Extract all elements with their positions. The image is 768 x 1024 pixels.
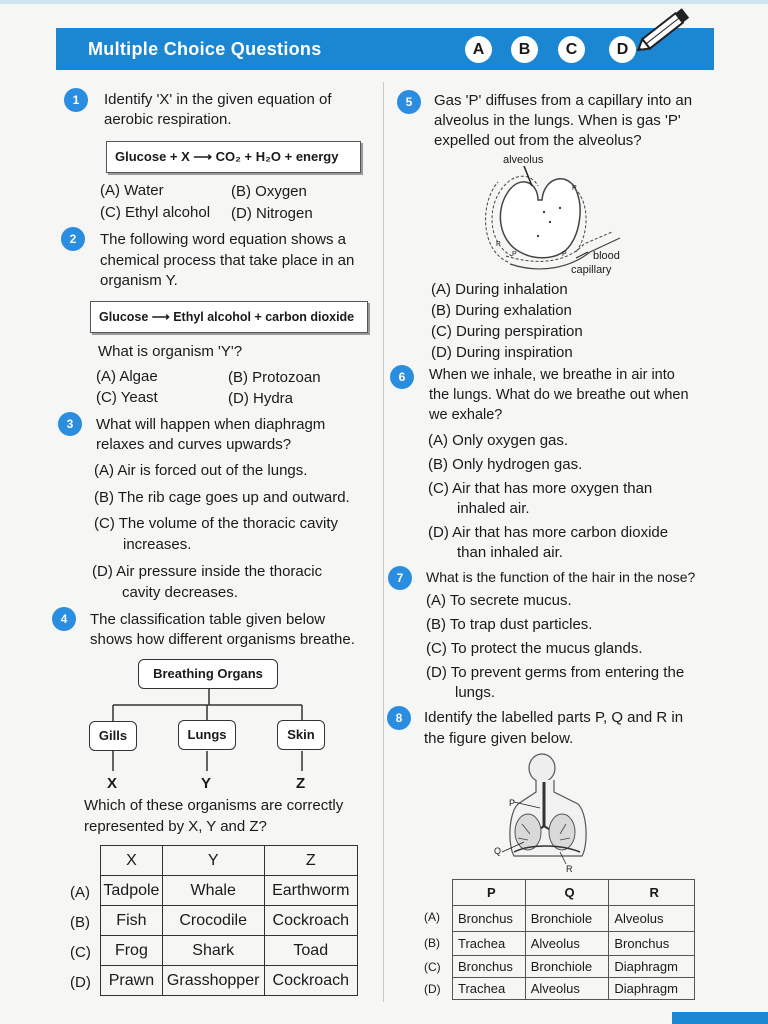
q4-header-y: Y — [162, 846, 264, 876]
q7-option-c: (C) To protect the mucus glands. — [426, 640, 643, 657]
q6-option-c-line-2: inhaled air. — [457, 500, 530, 517]
capillary-label: capillary — [571, 264, 612, 276]
question-number-1: 1 — [64, 88, 88, 112]
q8-cell-c-p: Bronchus — [453, 956, 526, 978]
q8-header-r: R — [609, 880, 695, 906]
q1-option-b: (B) Oxygen — [231, 183, 307, 200]
q8-row-label-b: (B) — [424, 936, 440, 950]
q5-option-a: (A) During inhalation — [431, 281, 568, 298]
question-8-line-2: the figure given below. — [424, 730, 574, 747]
option-d-badge: D — [609, 36, 636, 63]
q8-cell-a-p: Bronchus — [453, 906, 526, 932]
q4-cell-b-x: Fish — [101, 906, 163, 936]
q8-header-q: Q — [525, 880, 609, 906]
q7-option-a: (A) To secrete mucus. — [426, 592, 572, 609]
question-5-line-1: Gas 'P' diffuses from a capillary into an — [434, 92, 693, 109]
question-3-line-1: What will happen when diaphragm — [96, 416, 326, 433]
question-4-prompt-line-1: Which of these organisms are correctly — [84, 797, 344, 814]
q4-header-x: X — [101, 846, 163, 876]
table-row — [453, 978, 695, 1000]
q6-option-d-line-2: than inhaled air. — [457, 544, 563, 561]
figure-label-p: P — [509, 798, 516, 808]
q1-option-a: (A) Water — [100, 182, 164, 199]
q8-cell-b-p: Trachea — [453, 932, 526, 956]
question-2-line-1: The following word equation shows a — [100, 231, 346, 248]
figure-label-r: R — [566, 864, 573, 874]
table-row — [453, 956, 695, 978]
question-6-line-3: we exhale? — [429, 407, 503, 423]
footer-bar — [672, 1012, 768, 1024]
q7-option-d-line-2: lungs. — [455, 684, 496, 701]
q4-row-label-b: (B) — [70, 914, 90, 931]
q4-cell-b-z: Cockroach — [264, 906, 357, 936]
gas-p-label-4: P — [562, 251, 567, 258]
question-number-2: 2 — [61, 227, 85, 251]
question-6-line-1: When we inhale, we breathe in air into — [429, 367, 675, 383]
equation-box-2: Glucose ⟶ Ethyl alcohol + carbon dioxide — [90, 301, 368, 333]
q2-option-c: (C) Yeast — [96, 389, 158, 406]
q8-cell-a-q: Bronchiole — [525, 906, 609, 932]
q4-cell-d-y: Grasshopper — [162, 966, 264, 996]
question-number-6: 6 — [390, 365, 414, 389]
q7-option-b: (B) To trap dust particles. — [426, 616, 593, 633]
question-number-7: 7 — [388, 566, 412, 590]
option-a-badge: A — [465, 36, 492, 63]
q4-answer-table — [100, 845, 358, 996]
question-number-5: 5 — [397, 90, 421, 114]
q4-cell-d-z: Cockroach — [264, 966, 357, 996]
q4-cell-d-x: Prawn — [101, 966, 163, 996]
table-row — [453, 932, 695, 956]
q3-option-c-line-2: increases. — [123, 536, 192, 553]
q6-option-b: (B) Only hydrogen gas. — [428, 456, 583, 473]
table-row — [101, 966, 358, 996]
table-row — [453, 906, 695, 932]
q3-option-d-line-2: cavity decreases. — [122, 584, 238, 601]
table-row — [101, 906, 358, 936]
question-1-line-1: Identify 'X' in the given equation of — [104, 91, 332, 108]
option-b-badge: B — [511, 36, 538, 63]
question-2-line-3: organism Y. — [100, 272, 178, 289]
table-row — [101, 876, 358, 906]
q8-cell-d-q: Alveolus — [525, 978, 609, 1000]
q3-option-a: (A) Air is forced out of the lungs. — [94, 462, 308, 479]
q4-cell-b-y: Crocodile — [162, 906, 264, 936]
figure-label-q: Q — [494, 846, 502, 856]
pencil-icon — [632, 2, 702, 58]
question-number-3: 3 — [58, 412, 82, 436]
q3-option-b: (B) The rib cage goes up and outward. — [94, 489, 350, 506]
q5-option-d: (D) During inspiration — [431, 344, 573, 361]
tree-node-skin: Skin — [277, 720, 325, 750]
q3-option-c-line-1: (C) The volume of the thoracic cavity — [94, 515, 338, 532]
question-2-line-2: chemical process that take place in an — [100, 252, 355, 269]
question-number-8: 8 — [387, 706, 411, 730]
gas-p-label-2: P — [512, 251, 517, 258]
q5-option-c: (C) During perspiration — [431, 323, 583, 340]
q8-cell-c-r: Diaphragm — [609, 956, 695, 978]
q1-option-c: (C) Ethyl alcohol — [100, 204, 211, 221]
q2-option-a: (A) Algae — [96, 368, 158, 385]
q4-row-label-d: (D) — [70, 974, 91, 991]
q8-row-label-c: (C) — [424, 960, 441, 974]
q4-cell-a-x: Tadpole — [101, 876, 163, 906]
q8-answer-table — [452, 879, 695, 1000]
question-2-prompt: What is organism 'Y'? — [98, 343, 243, 360]
table-row — [101, 936, 358, 966]
question-6-line-2: the lungs. What do we breathe out when — [429, 387, 689, 403]
question-3-line-2: relaxes and curves upwards? — [96, 436, 292, 453]
section-title: Multiple Choice Questions — [88, 39, 322, 59]
q6-option-c-line-1: (C) Air that has more oxygen than — [428, 480, 653, 497]
tree-node-lungs: Lungs — [178, 720, 236, 750]
question-4-prompt-line-2: represented by X, Y and Z? — [84, 818, 267, 835]
q8-row-label-a: (A) — [424, 910, 440, 924]
q2-option-b: (B) Protozoan — [228, 369, 321, 386]
q6-option-a: (A) Only oxygen gas. — [428, 432, 569, 449]
tree-label-z: Z — [296, 775, 306, 792]
q4-cell-c-y: Shark — [162, 936, 264, 966]
q8-cell-b-q: Alveolus — [525, 932, 609, 956]
q2-option-d: (D) Hydra — [228, 390, 294, 407]
q1-option-d: (D) Nitrogen — [231, 205, 313, 222]
question-4-line-2: shows how different organisms breathe. — [90, 631, 355, 648]
question-1-line-2: aerobic respiration. — [104, 111, 232, 128]
alveolus-label: alveolus — [503, 154, 544, 166]
question-7-line-1: What is the function of the hair in the nose? — [426, 569, 696, 585]
q4-cell-a-z: Earthworm — [264, 876, 357, 906]
q6-option-d-line-1: (D) Air that has more carbon dioxide — [428, 524, 669, 541]
section-header — [56, 28, 714, 70]
q8-table-header-row — [453, 880, 695, 906]
gas-p-label-1: P — [496, 241, 501, 248]
option-c-badge: C — [558, 36, 585, 63]
q8-cell-c-q: Bronchiole — [525, 956, 609, 978]
q5-option-b: (B) During exhalation — [431, 302, 572, 319]
gas-p-label-3: P — [572, 185, 577, 192]
question-5-line-2: alveolus in the lungs. When is gas 'P' — [434, 112, 681, 129]
equation-box-1: Glucose + X ⟶ CO₂ + H₂O + energy — [106, 141, 361, 173]
respiratory-system-figure — [500, 752, 610, 874]
tree-node-gills: Gills — [89, 721, 137, 751]
q8-header-p: P — [453, 880, 526, 906]
question-8-line-1: Identify the labelled parts P, Q and R in — [424, 709, 684, 726]
question-number-4: 4 — [52, 607, 76, 631]
column-divider — [383, 82, 384, 1002]
q4-row-label-a: (A) — [70, 884, 90, 901]
tree-label-y: Y — [201, 775, 212, 792]
q8-cell-d-p: Trachea — [453, 978, 526, 1000]
q3-option-d-line-1: (D) Air pressure inside the thoracic — [92, 563, 323, 580]
question-4-line-1: The classification table given below — [90, 611, 326, 628]
q4-header-z: Z — [264, 846, 357, 876]
q4-table-header-row — [101, 846, 358, 876]
q4-cell-c-z: Toad — [264, 936, 357, 966]
question-5-line-3: expelled out from the alveolus? — [434, 132, 642, 149]
q4-row-label-c: (C) — [70, 944, 91, 961]
q8-cell-d-r: Diaphragm — [609, 978, 695, 1000]
q8-cell-a-r: Alveolus — [609, 906, 695, 932]
tree-root-breathing-organs: Breathing Organs — [138, 659, 278, 689]
blood-label: blood — [593, 250, 620, 262]
q8-cell-b-r: Bronchus — [609, 932, 695, 956]
q7-option-d-line-1: (D) To prevent germs from entering the — [426, 664, 685, 681]
q8-row-label-d: (D) — [424, 982, 441, 996]
tree-label-x: X — [107, 775, 118, 792]
q4-cell-a-y: Whale — [162, 876, 264, 906]
q4-cell-c-x: Frog — [101, 936, 163, 966]
